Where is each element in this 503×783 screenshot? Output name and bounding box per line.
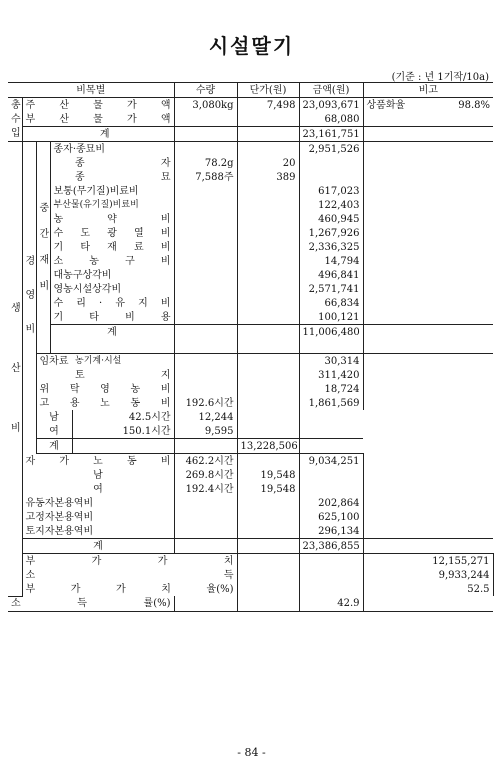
cell-price: 12,244 bbox=[174, 410, 237, 424]
page-title: 시설딸기 bbox=[208, 34, 295, 58]
row-label: 종 묘 bbox=[72, 170, 174, 184]
cell-qty: 42.5시간 bbox=[72, 410, 174, 424]
table-row bbox=[8, 439, 493, 454]
section-operating: 경영비 bbox=[22, 142, 36, 411]
row-label: 보통(무기질)비료비 bbox=[50, 184, 174, 198]
cell-amount: 13,228,506 bbox=[237, 439, 299, 454]
table-row bbox=[8, 127, 493, 142]
cell-amount: 68,080 bbox=[299, 112, 363, 127]
cost-table bbox=[8, 82, 493, 612]
table-row bbox=[8, 170, 493, 184]
cell-amount: 42.9 bbox=[299, 596, 363, 611]
table-row bbox=[8, 368, 493, 382]
cell-amount: 18,724 bbox=[299, 382, 363, 396]
cell-price: 20 bbox=[237, 156, 299, 170]
row-label: 토 지 bbox=[72, 368, 174, 382]
cell-price: 19,548 bbox=[237, 482, 299, 496]
row-label: 부 가 가 치 bbox=[22, 554, 237, 569]
cell-amount: 2,951,526 bbox=[299, 142, 363, 157]
table-row bbox=[8, 282, 493, 296]
cell-amount: 14,794 bbox=[299, 254, 363, 268]
cell-amount: 100,121 bbox=[299, 310, 363, 325]
section-intermediate: 중간재비 bbox=[36, 142, 50, 354]
cell-amount: 9,933,244 bbox=[363, 568, 493, 582]
cell-amount: 460,945 bbox=[299, 212, 363, 226]
table-row bbox=[8, 198, 493, 212]
row-label: 계 bbox=[22, 539, 174, 554]
rent-label: 임차료 bbox=[36, 354, 72, 369]
cell-qty: 78.2g bbox=[174, 156, 237, 170]
cell-amount: 296,134 bbox=[299, 524, 363, 539]
page-number: - 84 - bbox=[237, 746, 266, 759]
row-label: 부산물(유기질)비료비 bbox=[50, 198, 174, 212]
remark-label: 상품화율 bbox=[366, 99, 406, 111]
row-label: 대농구상각비 bbox=[50, 268, 174, 282]
table-row bbox=[8, 268, 493, 282]
table-row bbox=[8, 468, 493, 482]
cell-amount: 2,336,325 bbox=[299, 240, 363, 254]
table-row bbox=[8, 240, 493, 254]
cell-amount: 9,034,251 bbox=[299, 454, 363, 469]
cell-amount: 617,023 bbox=[299, 184, 363, 198]
cell-qty: 269.8시간 bbox=[174, 468, 237, 482]
cell-qty: 3,080kg bbox=[174, 98, 237, 113]
cell-qty: 150.1시간 bbox=[72, 424, 174, 439]
table-row bbox=[8, 482, 493, 496]
cell-price: 7,498 bbox=[237, 98, 299, 113]
table-row bbox=[8, 325, 493, 340]
cell-qty: 192.6시간 bbox=[174, 396, 237, 410]
cell-amount: 2,571,741 bbox=[299, 282, 363, 296]
cost-table-container bbox=[8, 82, 493, 612]
row-label: 수 리 · 유 지 비 bbox=[50, 296, 174, 310]
table-row bbox=[8, 156, 493, 170]
table-row bbox=[8, 142, 493, 157]
table-row bbox=[8, 454, 493, 469]
cell-amount: 66,834 bbox=[299, 296, 363, 310]
basis-note: (기준 : 년 1기작/10a) bbox=[391, 72, 489, 83]
cell-amount: 625,100 bbox=[299, 510, 363, 524]
table-row bbox=[8, 226, 493, 240]
row-label: 여 bbox=[22, 482, 174, 496]
header-remark: 비고 bbox=[363, 83, 493, 98]
cell-amount: 23,386,855 bbox=[299, 539, 363, 554]
table-row bbox=[8, 254, 493, 268]
row-label: 계 bbox=[36, 439, 72, 454]
row-label: 기 타 재 료 비 bbox=[50, 240, 174, 254]
header-price: 단가(원) bbox=[237, 83, 299, 98]
row-label: 고정자본용역비 bbox=[22, 510, 174, 524]
cell-amount: 30,314 bbox=[299, 354, 363, 369]
row-label: 남 bbox=[36, 410, 72, 424]
table-row bbox=[8, 424, 493, 439]
table-row bbox=[8, 339, 493, 354]
table-row bbox=[8, 310, 493, 325]
row-label: 여 bbox=[36, 424, 72, 439]
table-row bbox=[8, 112, 493, 127]
row-label: 기 타 비 용 bbox=[50, 310, 174, 325]
row-label: 토지자본용역비 bbox=[22, 524, 174, 539]
cell-amount: 23,093,671 bbox=[299, 98, 363, 113]
table-row bbox=[8, 396, 493, 410]
cell-amount: 12,155,271 bbox=[363, 554, 493, 569]
cell-amount: 202,864 bbox=[299, 496, 363, 510]
table-row bbox=[8, 354, 493, 369]
row-label: 부 산 물 가 액 bbox=[22, 112, 174, 127]
header-item: 비목별 bbox=[8, 83, 174, 98]
cell-qty: 462.2시간 bbox=[174, 454, 237, 469]
row-label: 소 농 구 비 bbox=[50, 254, 174, 268]
row-label: 계 bbox=[36, 127, 174, 142]
cell-price: 389 bbox=[237, 170, 299, 184]
table-row bbox=[8, 410, 493, 424]
table-row bbox=[8, 554, 493, 569]
cell-qty: 7,588주 bbox=[174, 170, 237, 184]
row-label: 남 bbox=[22, 468, 174, 482]
section-production-cost: 생산비 bbox=[8, 142, 22, 597]
row-label: 고 용 노 동 비 bbox=[36, 396, 174, 410]
table-row bbox=[8, 568, 493, 582]
row-label: 농기계·시설 bbox=[72, 354, 174, 369]
table-row bbox=[8, 524, 493, 539]
row-label: 농 약 비 bbox=[50, 212, 174, 226]
row-label: 부 가 가 치 율(%) bbox=[22, 582, 237, 596]
row-label: 종 자 bbox=[72, 156, 174, 170]
cell-amount: 496,841 bbox=[299, 268, 363, 282]
row-label: 자 가 노 동 비 bbox=[22, 454, 174, 469]
row-label: 주 산 물 가 액 bbox=[22, 98, 174, 113]
cell-price: 9,595 bbox=[174, 424, 237, 439]
table-row bbox=[8, 510, 493, 524]
row-label: 종자·종묘비 bbox=[50, 142, 174, 157]
table-row bbox=[8, 582, 493, 596]
table-row bbox=[8, 296, 493, 310]
header-qty: 수량 bbox=[174, 83, 237, 98]
table-row bbox=[8, 496, 493, 510]
table-row bbox=[8, 184, 493, 198]
table-row bbox=[8, 596, 493, 611]
cell-price: 19,548 bbox=[237, 468, 299, 482]
header-row bbox=[8, 83, 493, 98]
table-row bbox=[8, 98, 493, 113]
row-label: 위 탁 영 농 비 bbox=[36, 382, 174, 396]
cell-amount: 11,006,480 bbox=[299, 325, 363, 340]
row-label: 소 득 률(%) bbox=[8, 596, 174, 611]
section-gross-income: 총수입 bbox=[8, 98, 22, 142]
cell-amount: 52.5 bbox=[363, 582, 493, 596]
table-row bbox=[8, 212, 493, 226]
cell-amount: 1,267,926 bbox=[299, 226, 363, 240]
row-label: 유동자본용역비 bbox=[22, 496, 174, 510]
cell-remark bbox=[363, 98, 493, 113]
cell-amount: 1,861,569 bbox=[299, 396, 363, 410]
table-row bbox=[8, 539, 493, 554]
row-label: 영농시설상각비 bbox=[50, 282, 174, 296]
row-label: 소 득 bbox=[22, 568, 237, 582]
cell-amount: 23,161,751 bbox=[299, 127, 363, 142]
row-label: 계 bbox=[50, 325, 174, 340]
remark-value: 98.8% bbox=[458, 99, 491, 111]
cell-amount: 122,403 bbox=[299, 198, 363, 212]
cell-amount: 311,420 bbox=[299, 368, 363, 382]
header-amount: 금액(원) bbox=[299, 83, 363, 98]
cell-qty: 192.4시간 bbox=[174, 482, 237, 496]
row-label: 수 도 광 열 비 bbox=[50, 226, 174, 240]
table-row bbox=[8, 382, 493, 396]
